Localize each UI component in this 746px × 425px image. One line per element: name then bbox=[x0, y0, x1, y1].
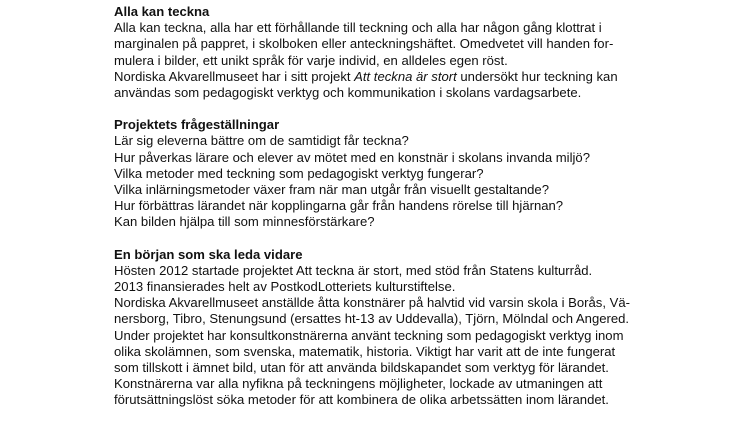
section-heading: Projektets frågeställningar bbox=[114, 117, 280, 133]
paragraph-line: mulera i bilder, ett unikt språk för varje individ, en alldeles egen röst. bbox=[114, 52, 508, 68]
question-line: Vilka inlärningsmetoder växer fram när man utgår från visuellt gestaltande? bbox=[114, 182, 549, 198]
paragraph-line bbox=[114, 69, 634, 85]
text-run: Nordiska Akvarellmuseet har i sitt projekt bbox=[114, 68, 355, 84]
paragraph-line: marginalen på pappret, i skolboken eller anteckningshäftet. Omedvetet vill handen for- bbox=[114, 36, 614, 52]
section-heading: Alla kan teckna bbox=[114, 4, 210, 19]
paragraph-line: Hösten 2012 startade projektet Att teckna är stort, med stöd från Statens kulturråd. bbox=[114, 262, 593, 278]
paragraph-line: förutsättningslöst söka metoder för att kombinera de olika arbetssätten inom lärandet. bbox=[114, 392, 609, 408]
question-line: Hur förbättras lärandet när kopplingarna går från handens rörelse till hjärnan? bbox=[114, 198, 564, 214]
paragraph-line: olika skolämnen, som svenska, matematik, historia. Viktigt har varit att de inte fungerat bbox=[114, 343, 616, 359]
question-line: Kan bilden hjälpa till som minnesförstärkare? bbox=[114, 214, 375, 230]
question-line: Lär sig eleverna bättre om de samtidigt får teckna? bbox=[114, 133, 409, 149]
paragraph-line: Konstnärerna var alla nyfikna på teckningens möjligheter, lockade av utmaningen att bbox=[114, 376, 603, 392]
paragraph-line: nersborg, Tibro, Stenungsund (ersattes ht-13 av Uddevalla), Tjörn, Mölndal och Angered. bbox=[114, 311, 630, 327]
paragraph-line: Under projektet har konsultkonstnärerna använt teckning som pedagogiskt verktyg inom bbox=[114, 327, 624, 343]
document-body bbox=[114, 4, 634, 425]
section-alla-kan-teckna bbox=[114, 4, 634, 101]
question-line: Vilka metoder med teckning som pedagogiskt verktyg fungerar? bbox=[114, 165, 484, 181]
paragraph-line: Alla kan teckna, alla har ett förhållande till teckning och alla har någon gång klottrat i bbox=[114, 20, 602, 36]
paragraph-line: som tillskott i ämnet bild, utan för att använda bildskapandet som verktyg för lärandet. bbox=[114, 360, 609, 376]
paragraph-line: Nordiska Akvarellmuseet anställde åtta konstnärer på halvtid vid varsin skola i Borås, Vä- bbox=[114, 295, 630, 311]
project-title-italic: Att teckna är stort bbox=[354, 68, 457, 84]
paragraph-line: användas som pedagogiskt verktyg och kommunikation i skolans vardagsarbete. bbox=[114, 85, 582, 101]
section-projektets-fragestallningar bbox=[114, 117, 634, 230]
question-line: Hur påverkas lärare och elever av mötet med en konstnär i skolans invanda miljö? bbox=[114, 149, 590, 165]
text-run: undersökt hur teckning kan bbox=[456, 68, 618, 84]
paragraph-line: 2013 finansierades helt av PostkodLotteriets kulturstiftelse. bbox=[114, 279, 456, 295]
section-heading: En början som ska leda vidare bbox=[114, 246, 303, 262]
section-en-borjan bbox=[114, 247, 634, 409]
